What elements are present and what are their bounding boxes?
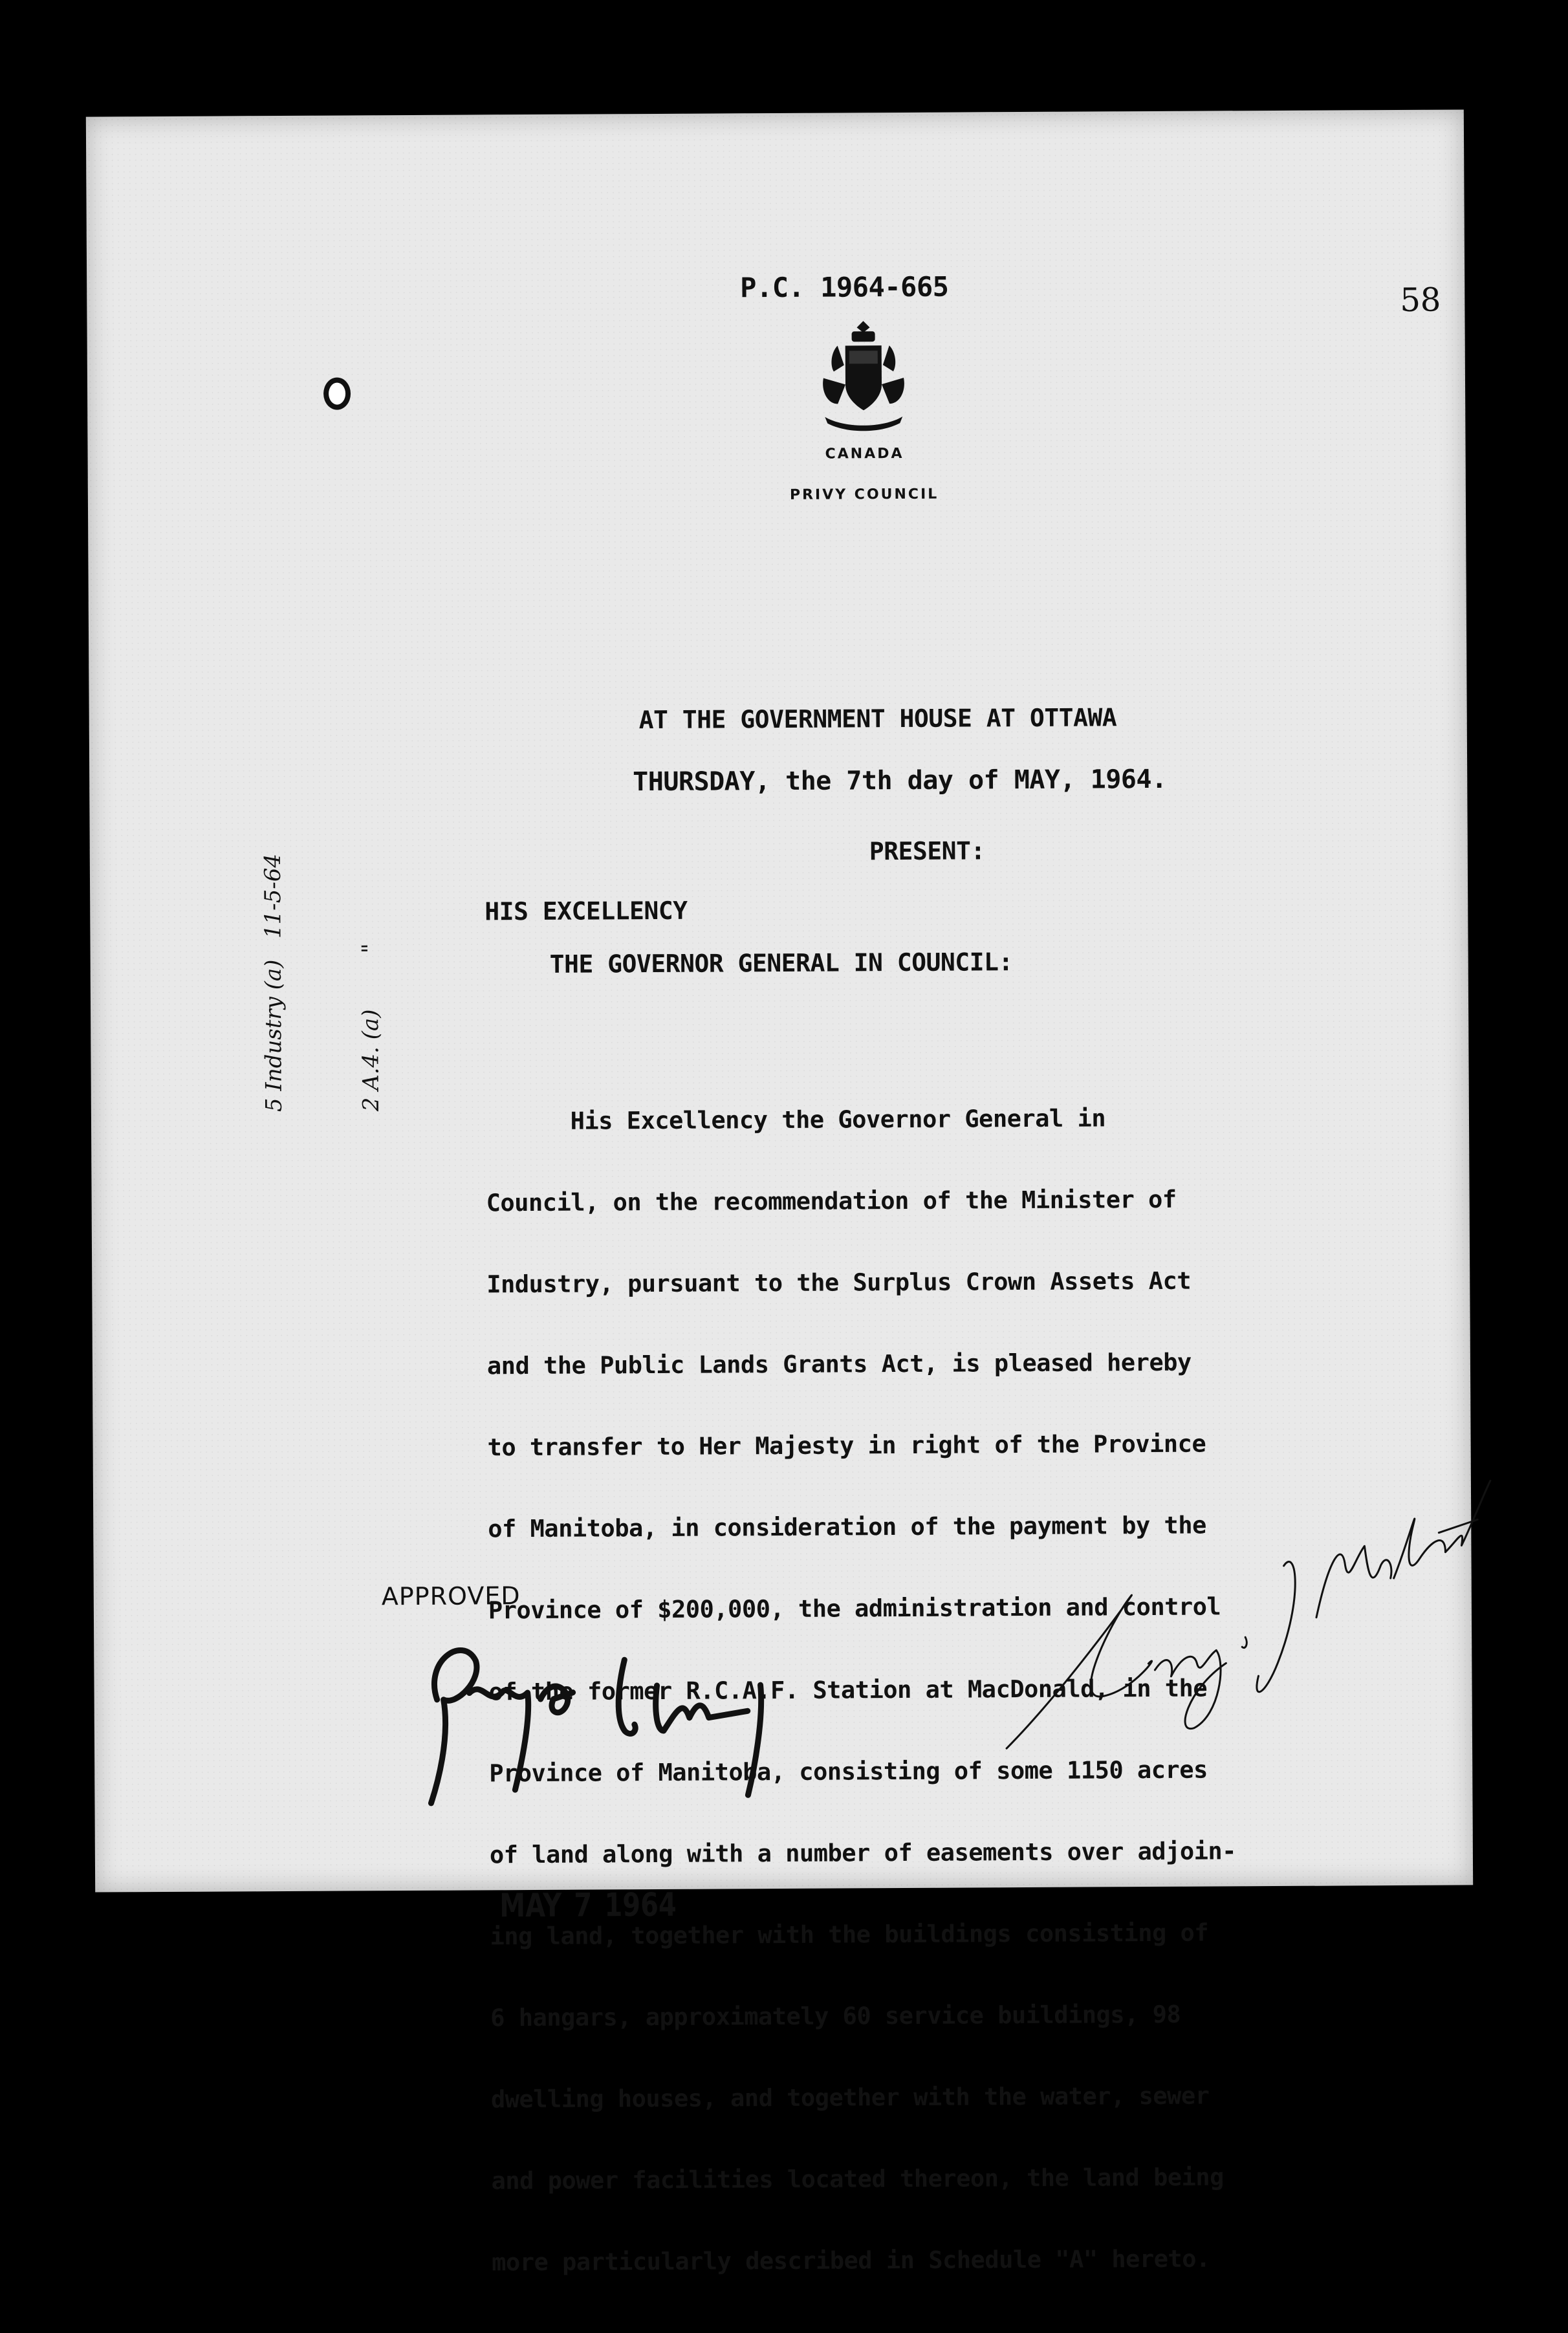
body-line: and power facilities located thereon, the land being	[491, 2163, 1225, 2195]
approved-label: APPROVED	[381, 1581, 521, 1611]
body-line: Council, on the recommendation of the Minister of	[486, 1185, 1177, 1217]
governor-general-heading: THE GOVERNOR GENERAL IN COUNCIL:	[549, 948, 1013, 979]
body-line: and the Public Lands Grants Act, is pleased hereby	[486, 1348, 1192, 1380]
letterhead-country: CANADA	[825, 445, 904, 462]
present-heading: PRESENT:	[869, 836, 985, 866]
date-heading: THURSDAY, the 7th day of MAY, 1964.	[633, 764, 1167, 798]
canada-coat-of-arms-icon	[818, 320, 909, 437]
page-number: 58	[1400, 281, 1441, 319]
body-line: Province of Manitoba, consisting of some 1150 acres	[489, 1755, 1208, 1788]
approval-date-stamp	[499, 1886, 689, 1925]
margin-note-line: 5 Industry (a) 11-5-64	[259, 853, 287, 1112]
body-line: Province of $200,000, the administration and control	[488, 1592, 1221, 1625]
stamp-year: 1964	[604, 1885, 677, 1924]
body-line: of land along with a number of easements over adjoin-	[489, 1837, 1237, 1869]
body-line: of Manitoba, in consideration of the payment by the	[488, 1511, 1206, 1543]
stamp-month: MAY	[499, 1886, 562, 1925]
body-line: more particularly described in Schedule "A" hereto.	[492, 2244, 1210, 2277]
punch-hole	[323, 377, 351, 409]
stamp-day: 7	[574, 1886, 593, 1924]
minister-signature	[992, 1468, 1511, 1768]
place-heading: AT THE GOVERNMENT HOUSE AT OTTAWA	[638, 703, 1117, 735]
body-line: 6 hangars, approximately 60 service buildings, 98	[490, 2000, 1181, 2032]
body-line: Industry, pursuant to the Surplus Crown Assets Act	[486, 1266, 1192, 1299]
body-line: of the former R.C.A.F. Station at MacDonald, in the	[488, 1674, 1208, 1706]
his-excellency-heading: HIS EXCELLENCY	[485, 896, 688, 926]
body-line: dwelling houses, and together with the water, sewer	[490, 2081, 1210, 2114]
body-line: His Excellency the Governor General in	[485, 1104, 1106, 1136]
letterhead-office: PRIVY COUNCIL	[789, 486, 939, 503]
governor-general-signature	[411, 1620, 826, 1816]
document-page	[86, 109, 1473, 2277]
margin-note-line: 2 A.4. (a) "	[357, 943, 384, 1112]
body-line: ing land, together with the buildings consisting of	[490, 1918, 1209, 1951]
handwritten-margin-note	[192, 852, 452, 1112]
order-number: P.C. 1964-665	[740, 270, 949, 304]
body-line: to transfer to Her Majesty in right of the Province	[487, 1429, 1206, 1462]
